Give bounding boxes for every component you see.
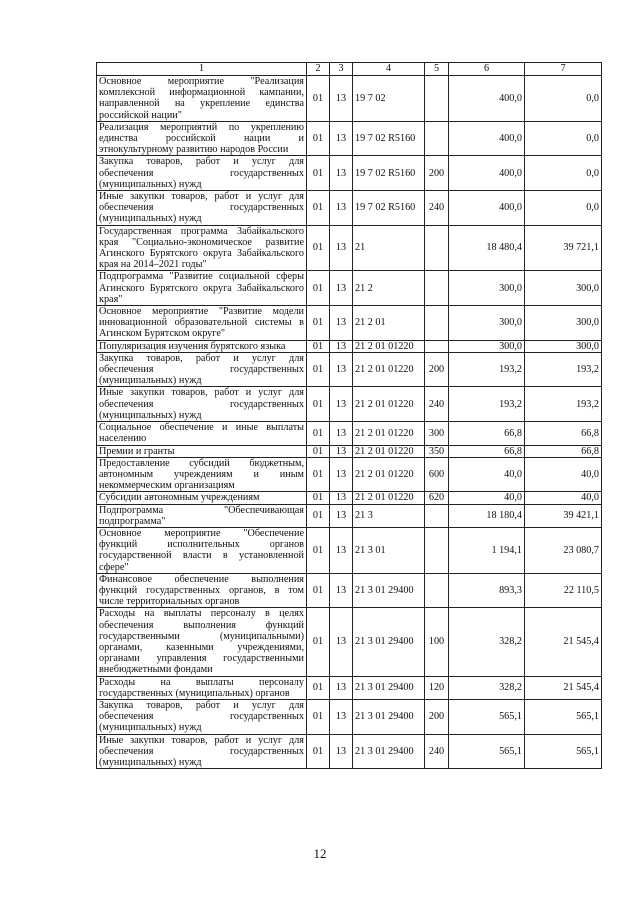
expense-type-cell [425, 121, 449, 156]
row-name-cell: Социальное обеспечение и иные выплаты населению [97, 422, 307, 445]
amount-col7-cell: 66,8 [525, 445, 602, 457]
row-name-cell: Финансовое обеспечение выполнения функций государственных органов, в том числе территориальных органов [97, 573, 307, 608]
amount-col6-cell: 400,0 [449, 191, 525, 226]
amount-col7-cell: 21 545,4 [525, 676, 602, 699]
table-body [97, 76, 602, 769]
row-name-cell: Популяризация изучения бурятского языка [97, 340, 307, 352]
amount-col6-cell: 565,1 [449, 734, 525, 769]
section-code-cell: 01 [307, 76, 330, 122]
table-row [97, 608, 602, 676]
table-row [97, 225, 602, 271]
table-row [97, 492, 602, 504]
amount-col6-cell: 193,2 [449, 352, 525, 387]
amount-col7-cell: 0,0 [525, 76, 602, 122]
expense-type-cell: 300 [425, 422, 449, 445]
subsection-code-cell: 13 [330, 191, 353, 226]
subsection-code-cell: 13 [330, 676, 353, 699]
table-row [97, 387, 602, 422]
column-header: 5 [425, 63, 449, 76]
subsection-code-cell: 13 [330, 504, 353, 527]
table-row [97, 504, 602, 527]
amount-col6-cell: 400,0 [449, 156, 525, 191]
amount-col7-cell: 300,0 [525, 271, 602, 306]
target-article-cell: 21 2 01 01220 [353, 457, 425, 492]
amount-col6-cell: 300,0 [449, 271, 525, 306]
table-row [97, 340, 602, 352]
row-name-cell: Иные закупки товаров, работ и услуг для обеспечения государственных (муниципальных) нужд [97, 191, 307, 226]
section-code-cell: 01 [307, 191, 330, 226]
subsection-code-cell: 13 [330, 699, 353, 734]
subsection-code-cell: 13 [330, 457, 353, 492]
target-article-cell: 21 [353, 225, 425, 271]
row-name-cell: Расходы на выплаты персоналу в целях обеспечения выполнения функций государственными (муниципальными) органами, казенными учреждениями, органами управления государственными внебюджетными фондами [97, 608, 307, 676]
amount-col6-cell: 893,3 [449, 573, 525, 608]
column-header: 4 [353, 63, 425, 76]
section-code-cell: 01 [307, 504, 330, 527]
section-code-cell: 01 [307, 387, 330, 422]
section-code-cell: 01 [307, 225, 330, 271]
target-article-cell: 21 2 01 01220 [353, 340, 425, 352]
expense-type-cell: 620 [425, 492, 449, 504]
section-code-cell: 01 [307, 445, 330, 457]
expense-type-cell [425, 306, 449, 341]
row-name-cell: Предоставление субсидий бюджетным, автономным учреждениям и иным некоммерческим организациям [97, 457, 307, 492]
expense-type-cell: 200 [425, 156, 449, 191]
subsection-code-cell: 13 [330, 734, 353, 769]
amount-col6-cell: 40,0 [449, 492, 525, 504]
section-code-cell: 01 [307, 156, 330, 191]
target-article-cell: 21 3 01 29400 [353, 734, 425, 769]
table-row [97, 76, 602, 122]
section-code-cell: 01 [307, 608, 330, 676]
amount-col6-cell: 565,1 [449, 699, 525, 734]
amount-col7-cell: 39 421,1 [525, 504, 602, 527]
target-article-cell: 19 7 02 R5160 [353, 191, 425, 226]
amount-col7-cell: 565,1 [525, 734, 602, 769]
amount-col7-cell: 40,0 [525, 492, 602, 504]
amount-col7-cell: 565,1 [525, 699, 602, 734]
target-article-cell: 21 3 [353, 504, 425, 527]
target-article-cell: 19 7 02 R5160 [353, 121, 425, 156]
subsection-code-cell: 13 [330, 422, 353, 445]
expense-type-cell [425, 527, 449, 573]
table-row [97, 306, 602, 341]
expense-type-cell [425, 271, 449, 306]
expense-type-cell [425, 504, 449, 527]
row-name-cell: Реализация мероприятий по укреплению единства российской нации и этнокультурному развитию народов России [97, 121, 307, 156]
amount-col7-cell: 21 545,4 [525, 608, 602, 676]
amount-col7-cell: 0,0 [525, 121, 602, 156]
amount-col6-cell: 400,0 [449, 76, 525, 122]
row-name-cell: Закупка товаров, работ и услуг для обеспечения государственных (муниципальных) нужд [97, 699, 307, 734]
amount-col7-cell: 0,0 [525, 191, 602, 226]
target-article-cell: 21 2 01 01220 [353, 387, 425, 422]
row-name-cell: Иные закупки товаров, работ и услуг для обеспечения государственных (муниципальных) нужд [97, 734, 307, 769]
expense-type-cell [425, 340, 449, 352]
column-header: 1 [97, 63, 307, 76]
row-name-cell: Закупка товаров, работ и услуг для обеспечения государственных (муниципальных) нужд [97, 352, 307, 387]
amount-col6-cell: 300,0 [449, 306, 525, 341]
table-row [97, 156, 602, 191]
subsection-code-cell: 13 [330, 352, 353, 387]
row-name-cell: Субсидии автономным учреждениям [97, 492, 307, 504]
target-article-cell: 21 3 01 29400 [353, 608, 425, 676]
amount-col6-cell: 300,0 [449, 340, 525, 352]
subsection-code-cell: 13 [330, 527, 353, 573]
section-code-cell: 01 [307, 527, 330, 573]
amount-col6-cell: 193,2 [449, 387, 525, 422]
subsection-code-cell: 13 [330, 387, 353, 422]
table-row [97, 422, 602, 445]
amount-col7-cell: 300,0 [525, 340, 602, 352]
amount-col6-cell: 66,8 [449, 445, 525, 457]
amount-col7-cell: 300,0 [525, 306, 602, 341]
column-header: 2 [307, 63, 330, 76]
row-name-cell: Государственная программа Забайкальского края "Социально-экономическое развитие Агинского Бурятского округа Забайкальского края на 2014–2021 годы" [97, 225, 307, 271]
subsection-code-cell: 13 [330, 156, 353, 191]
target-article-cell: 21 2 01 01220 [353, 352, 425, 387]
subsection-code-cell: 13 [330, 225, 353, 271]
amount-col6-cell: 18 180,4 [449, 504, 525, 527]
expense-type-cell [425, 76, 449, 122]
expense-type-cell: 600 [425, 457, 449, 492]
row-name-cell: Основное мероприятие "Развитие модели инновационной образовательной системы в Агинском Бурятском округе" [97, 306, 307, 341]
row-name-cell: Премии и гранты [97, 445, 307, 457]
amount-col6-cell: 40,0 [449, 457, 525, 492]
section-code-cell: 01 [307, 734, 330, 769]
row-name-cell: Подпрограмма "Обеспечивающая подпрограмма" [97, 504, 307, 527]
column-header: 6 [449, 63, 525, 76]
amount-col7-cell: 23 080,7 [525, 527, 602, 573]
table-row [97, 445, 602, 457]
amount-col7-cell: 0,0 [525, 156, 602, 191]
page-number: 12 [313, 846, 327, 861]
row-name-cell: Основное мероприятие "Обеспечение функций исполнительных органов государственной власти в установленной сфере" [97, 527, 307, 573]
amount-col6-cell: 328,2 [449, 608, 525, 676]
section-code-cell: 01 [307, 676, 330, 699]
table-row [97, 271, 602, 306]
amount-col6-cell: 18 480,4 [449, 225, 525, 271]
expense-type-cell [425, 573, 449, 608]
subsection-code-cell: 13 [330, 445, 353, 457]
section-code-cell: 01 [307, 457, 330, 492]
subsection-code-cell: 13 [330, 271, 353, 306]
table-header-row [97, 63, 602, 76]
section-code-cell: 01 [307, 352, 330, 387]
target-article-cell: 21 3 01 29400 [353, 699, 425, 734]
subsection-code-cell: 13 [330, 492, 353, 504]
expense-type-cell: 240 [425, 387, 449, 422]
target-article-cell: 21 2 01 01220 [353, 492, 425, 504]
target-article-cell: 21 2 01 01220 [353, 445, 425, 457]
row-name-cell: Иные закупки товаров, работ и услуг для обеспечения государственных (муниципальных) нужд [97, 387, 307, 422]
subsection-code-cell: 13 [330, 76, 353, 122]
amount-col6-cell: 66,8 [449, 422, 525, 445]
amount-col6-cell: 1 194,1 [449, 527, 525, 573]
expense-type-cell: 240 [425, 734, 449, 769]
subsection-code-cell: 13 [330, 573, 353, 608]
column-header: 7 [525, 63, 602, 76]
table-row [97, 734, 602, 769]
section-code-cell: 01 [307, 492, 330, 504]
amount-col6-cell: 328,2 [449, 676, 525, 699]
section-code-cell: 01 [307, 306, 330, 341]
target-article-cell: 21 2 01 [353, 306, 425, 341]
amount-col7-cell: 66,8 [525, 422, 602, 445]
amount-col7-cell: 40,0 [525, 457, 602, 492]
expense-type-cell: 100 [425, 608, 449, 676]
table-row [97, 527, 602, 573]
column-header: 3 [330, 63, 353, 76]
subsection-code-cell: 13 [330, 306, 353, 341]
section-code-cell: 01 [307, 699, 330, 734]
expense-type-cell: 350 [425, 445, 449, 457]
table-row [97, 573, 602, 608]
target-article-cell: 19 7 02 R5160 [353, 156, 425, 191]
row-name-cell: Закупка товаров, работ и услуг для обеспечения государственных (муниципальных) нужд [97, 156, 307, 191]
target-article-cell: 21 3 01 [353, 527, 425, 573]
section-code-cell: 01 [307, 422, 330, 445]
table-row [97, 191, 602, 226]
row-name-cell: Основное мероприятие "Реализация комплексной информационной кампании, направленной на укрепление единства российской нации" [97, 76, 307, 122]
row-name-cell: Подпрограмма "Развитие социальной сферы Агинского Бурятского округа Забайкальского края" [97, 271, 307, 306]
target-article-cell: 21 3 01 29400 [353, 676, 425, 699]
amount-col7-cell: 193,2 [525, 387, 602, 422]
section-code-cell: 01 [307, 340, 330, 352]
expense-type-cell: 120 [425, 676, 449, 699]
section-code-cell: 01 [307, 271, 330, 306]
table-row [97, 457, 602, 492]
subsection-code-cell: 13 [330, 121, 353, 156]
table-row [97, 352, 602, 387]
row-name-cell: Расходы на выплаты персоналу государственных (муниципальных) органов [97, 676, 307, 699]
target-article-cell: 21 2 01 01220 [353, 422, 425, 445]
target-article-cell: 21 2 [353, 271, 425, 306]
table-row [97, 699, 602, 734]
subsection-code-cell: 13 [330, 608, 353, 676]
section-code-cell: 01 [307, 121, 330, 156]
expense-type-cell: 240 [425, 191, 449, 226]
expense-type-cell: 200 [425, 699, 449, 734]
target-article-cell: 19 7 02 [353, 76, 425, 122]
section-code-cell: 01 [307, 573, 330, 608]
target-article-cell: 21 3 01 29400 [353, 573, 425, 608]
expense-type-cell [425, 225, 449, 271]
table-row [97, 121, 602, 156]
amount-col6-cell: 400,0 [449, 121, 525, 156]
expense-type-cell: 200 [425, 352, 449, 387]
amount-col7-cell: 193,2 [525, 352, 602, 387]
amount-col7-cell: 22 110,5 [525, 573, 602, 608]
amount-col7-cell: 39 721,1 [525, 225, 602, 271]
table-row [97, 676, 602, 699]
subsection-code-cell: 13 [330, 340, 353, 352]
budget-table [96, 62, 602, 769]
